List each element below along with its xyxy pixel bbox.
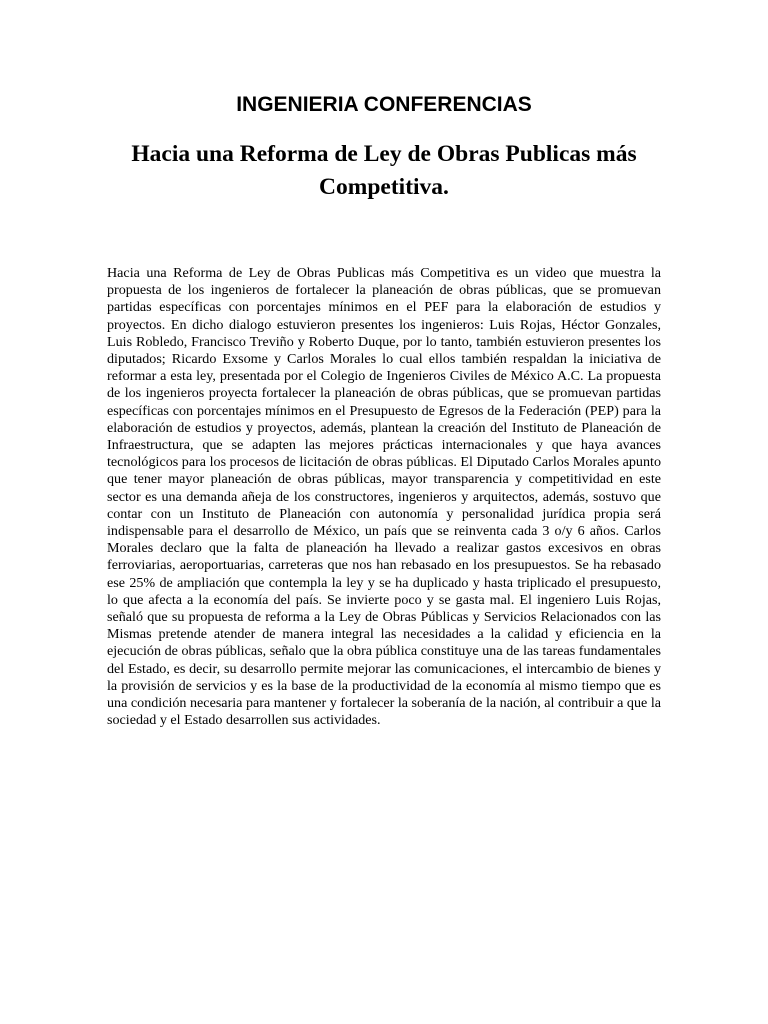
document-subtitle: Hacia una Reforma de Ley de Obras Publicas más Competitiva. — [131, 141, 637, 200]
document-title: INGENIERIA CONFERENCIAS — [236, 93, 532, 116]
document-body-paragraph: Hacia una Reforma de Ley de Obras Publicas más Competitiva es un video que muestra la propuesta de los ingenieros de fortalecer la planeación de obras públicas, que se promuevan partidas específicas con porcentajes mínimos en el PEF para la elaboración de estudios y proyectos. En dicho dialogo estuvieron presentes los ingenieros: Luis Rojas, Héctor Gonzales, Luis Robledo, Francisco Treviño y Roberto Duque, por lo tanto, también estuvieron presentes los diputados; Ricardo Exsome y Carlos Morales lo cual ellos también respaldan la iniciativa de reformar a esta ley, presentada por el Colegio de Ingenieros Civiles de México A.C. La propuesta de los ingenieros proyecta fortalecer la planeación de obras públicas, que se promuevan partidas específicas con porcentajes mínimos en el Presupuesto de Egresos de la Federación (PEP) para la elaboración de estudios y proyectos, además, plantean la creación del Instituto de Planeación de Infraestructura, que se adapten las mejores prácticas internacionales y que haya avances tecnológicos para los procesos de licitación de obras públicas. El Diputado Carlos Morales apunto que tener mayor planeación de obras públicas, mayor transparencia y competitividad en este sector es una demanda añeja de los constructores, ingenieros y arquitectos, además, sostuvo que contar con un Instituto de Planeación con autonomía y personalidad jurídica propia será indispensable para el desarrollo de México, un país que se reinventa cada 3 o/y 6 años. Carlos Morales declaro que la falta de planeación ha llevado a realizar gastos excesivos en obras ferroviarias, aeroportuarias, carreteras que nos han rebasado en los presupuestos. Se ha rebasado ese 25% de ampliación que contempla la ley y se ha duplicado y hasta triplicado el presupuesto, lo que afecta a la economía del país. Se invierte poco y se gasta mal. El ingeniero Luis Rojas, señaló que su propuesta de reforma a la Ley de Obras Públicas y Servicios Relacionados con las Mismas pretende atender de manera integral las necesidades a la calidad y eficiencia en la ejecución de obras públicas, señalo que la obra pública constituye una de las tareas fundamentales del Estado, es decir, su desarrollo permite mejorar las comunicaciones, el intercambio de bienes y la provisión de servicios y es la base de la productividad de la economía al mismo tiempo que es una condición necesaria para mantener y fortalecer la soberanía de la nación, al contribuir a que la sociedad y el Estado desarrollen sus actividades. — [107, 265, 661, 729]
